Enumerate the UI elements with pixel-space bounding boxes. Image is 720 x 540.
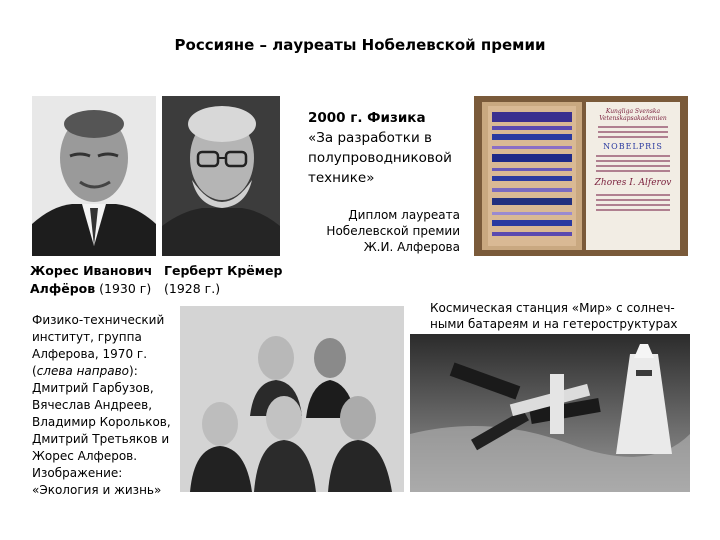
kroemer-portrait [162,96,280,256]
diploma-caption: Диплом лауреата Нобелевской премии Ж.И. Алферова [326,208,460,254]
diploma-left-panel [482,102,582,250]
group-photo-caption [32,312,178,499]
group-photo [180,306,404,492]
diploma-prize-word: NOBELPRIS [603,142,663,151]
nobel-reason: «За разработки в полупроводниковой технике» [308,130,452,186]
mir-caption: Космическая станция «Мир» с солнеч-ными батареям и на гетероструктурах [430,301,678,331]
group-caption-source: Изображение: «Экология и жизнь» [32,466,162,497]
diploma-signature: Zhores I. Alferov [594,178,672,188]
group-caption-names: Дмитрий Гарбузов, Вячеслав Андреев, Владимир Корольков, Дмитрий Третьяков и Жорес Алферов. [32,381,171,463]
mir-station-photo [410,334,690,492]
diploma-footer-lines [596,194,670,211]
group-caption-paren-open: ( [32,364,37,378]
group-caption-direction: слева направо [36,364,130,378]
diploma-text-lines [598,126,668,138]
alferov-portrait [32,96,156,256]
alferov-year: (1930 г) [99,281,152,296]
kroemer-year: (1928 г.) [164,281,221,296]
diploma-header: Kungliga Svenska Vetenskapsakademien [599,108,667,122]
nobel-diploma-image [474,96,688,256]
diploma-right-panel [586,102,680,250]
group-caption-line1: Физико-технический институт, группа Алферова, 1970 г. [32,313,165,361]
nobel-year-field: 2000 г. Физика [308,110,426,126]
group-caption-paren-close: ): [129,364,138,378]
diploma-body-lines [596,155,670,172]
nobel-info [308,108,478,188]
alferov-name: Жорес Иванович Алфёров [30,263,153,296]
alferov-caption [30,262,162,298]
page-title: Россияне – лауреаты Нобелевской премии [174,36,546,54]
kroemer-name: Герберт Крёмер [164,263,283,278]
kroemer-caption [164,262,294,298]
